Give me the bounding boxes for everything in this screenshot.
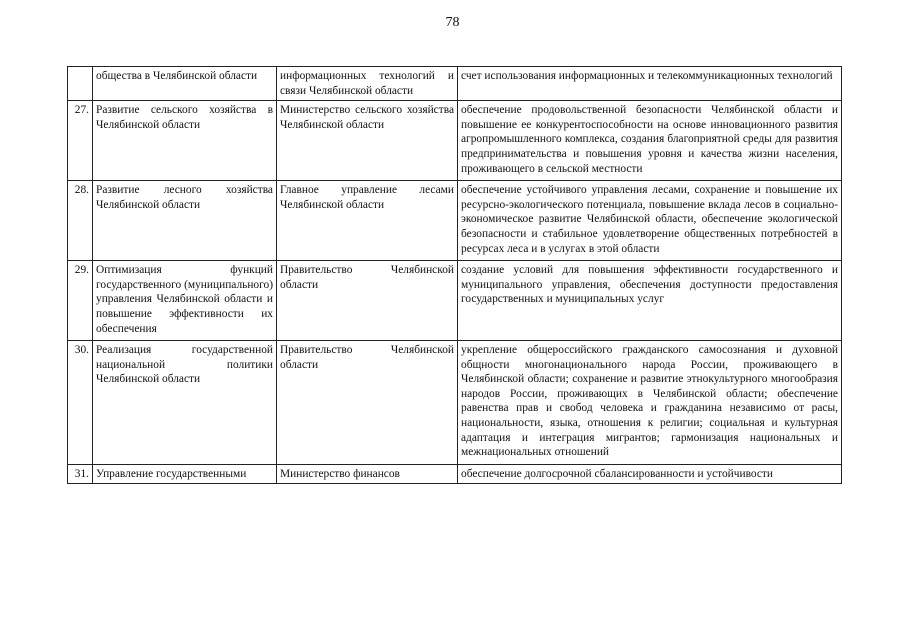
program-name: Управление государственными	[93, 464, 277, 484]
program-name: общества в Челябинской области	[93, 67, 277, 101]
program-name: Развитие лесного хозяйства Челябинской области	[93, 181, 277, 261]
row-number: 27.	[68, 101, 93, 181]
table-row	[68, 341, 842, 465]
page-number: 78	[445, 15, 460, 30]
responsible-executor: информационных технологий и связи Челябинской области	[277, 67, 458, 101]
program-goal: счет использования информационных и телекоммуникационных технологий	[458, 67, 842, 101]
responsible-executor: Министерство сельского хозяйства Челябинской области	[277, 101, 458, 181]
responsible-executor: Министерство финансов	[277, 464, 458, 484]
responsible-executor: Правительство Челябинской области	[277, 261, 458, 341]
row-number: 30.	[68, 341, 93, 465]
responsible-executor: Главное управление лесами Челябинской области	[277, 181, 458, 261]
program-name: Развитие сельского хозяйства в Челябинской области	[93, 101, 277, 181]
program-goal: создание условий для повышения эффективности государственного и муниципального управления, обеспечения доступности предоставления государственных и муниципальных услуг	[458, 261, 842, 341]
table-row	[68, 67, 842, 101]
table-row	[68, 181, 842, 261]
table-row	[68, 101, 842, 181]
programs-table	[67, 66, 842, 484]
program-name: Реализация государственной национальной политики Челябинской области	[93, 341, 277, 465]
program-goal: обеспечение продовольственной безопасности Челябинской области и повышение ее конкурентоспособности на основе инновационного развития агропромышленного комплекса, создания благоприятной среды для развития предпринимательства и повышения уровня и качества жизни населения, проживающего в сельской местности	[458, 101, 842, 181]
row-number	[68, 67, 93, 101]
row-number: 31.	[68, 464, 93, 484]
program-goal: обеспечение долгосрочной сбалансированности и устойчивости	[458, 464, 842, 484]
table-row	[68, 261, 842, 341]
program-goal: обеспечение устойчивого управления лесами, сохранение и повышение их ресурсно-экологического потенциала, повышение вклада лесов в социально-экономическое развитие Челябинской области, обеспечение экологической безопасности и стабильное удовлетворение общественных потребностей в ресурсах леса и в услугах в этой области	[458, 181, 842, 261]
row-number: 29.	[68, 261, 93, 341]
program-goal: укрепление общероссийского гражданского самосознания и духовной общности многонационального народа России, проживающего в Челябинской области; сохранение и развитие этнокультурного многообразия народов России, проживающих в Челябинской области; обеспечение равенства прав и свобод человека и гражданина независимо от расы, национальности, языка, отношения к религии; социальная и культурная адаптация и интеграция мигрантов; гармонизация национальных и межнациональных отношений	[458, 341, 842, 465]
responsible-executor: Правительство Челябинской области	[277, 341, 458, 465]
table-row	[68, 464, 842, 484]
program-name: Оптимизация функций государственного (муниципального) управления Челябинской области и повышение эффективности их обеспечения	[93, 261, 277, 341]
row-number: 28.	[68, 181, 93, 261]
